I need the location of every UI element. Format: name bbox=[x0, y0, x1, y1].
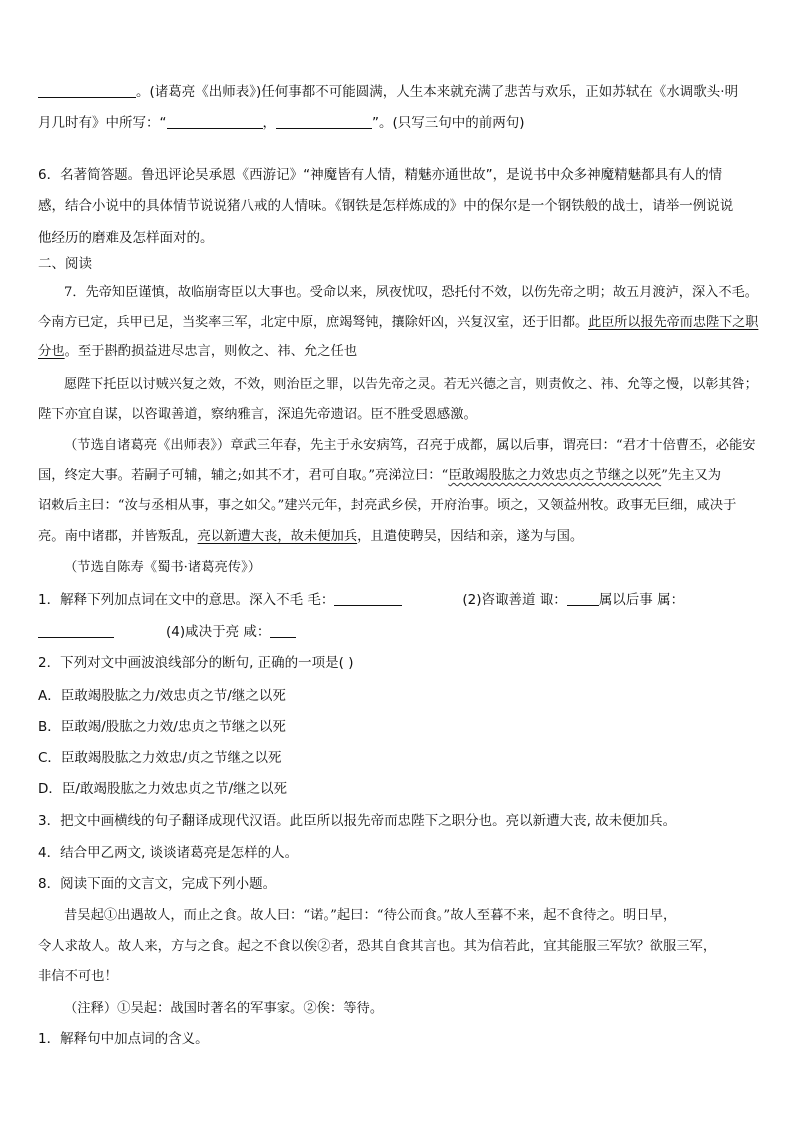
q7-sub1-line-1 bbox=[38, 590, 684, 610]
q8-title: 8．阅读下面的文言文，完成下列小题。 bbox=[38, 876, 277, 892]
q6-line-3: 他经历的磨难及怎样面对的。 bbox=[38, 230, 214, 246]
underlined-sentence: 此臣所以报先帝而忠陛下之职 bbox=[588, 315, 759, 330]
q5-line-2 bbox=[38, 113, 525, 133]
q7-text: 国，终定大事。若嗣子可辅，辅之;如其不才，君可自取。”亮涕泣曰：“ bbox=[38, 468, 449, 483]
answer-blank[interactable] bbox=[38, 83, 136, 98]
q8-p1-line-2: 令人求故人。故人来，方与之食。起之不食以俟②者，恐其自食其言也。其为信若此，宜其能服三军欤？欲服三军， bbox=[38, 939, 717, 954]
q7-p1-line-2 bbox=[38, 313, 758, 333]
q6-line-1: 6．名著简答题。鲁迅评论吴承恩《西游记》“神魔皆有人情，精魅亦通世故”，是说书中众多神魔精魅都具有人的情 bbox=[38, 167, 723, 183]
q8-p1-line-1: 昔吴起①出遇故人，而止之食。故人曰：“诺。”起曰：“待公而食。”故人至暮不来，起不食待之。明日早， bbox=[64, 908, 677, 923]
q7-source: （节选自陈寿《蜀书·诸葛亮传》） bbox=[64, 560, 262, 575]
q7-p3-line-2 bbox=[38, 466, 721, 486]
q7-sub1-line-2 bbox=[38, 622, 296, 642]
q7-sub1-text: 1．解释下列加点词在文中的意思。深入不毛 毛： bbox=[38, 592, 335, 608]
q7-p2-line-2: 陛下亦宜自谋，以咨诹善道，察纳雅言，深追先帝遗诏。臣不胜受恩感激。 bbox=[38, 407, 477, 422]
q7-p3-line-3: 诏敕后主曰：“汝与丞相从事，事之如父。”建兴元年，封亮武乡侯，开府治事。顷之，又领益州牧。政事无巨细，咸决于 bbox=[38, 498, 737, 513]
q5-text-a: 月几时有》中所写：“ bbox=[38, 115, 167, 131]
q7-sub4: 4．结合甲乙两文, 谈谈诸葛亮是怎样的人。 bbox=[38, 845, 299, 861]
answer-blank[interactable] bbox=[167, 114, 263, 129]
q5-text-b: ， bbox=[262, 115, 276, 131]
q7-p1-line-1: 7．先帝知臣谨慎，故临崩寄臣以大事也。受命以来，夙夜忧叹，恐托付不效，以伤先帝之明；故五月渡泸，深入不毛。 bbox=[64, 285, 758, 300]
answer-blank[interactable] bbox=[567, 591, 599, 606]
answer-blank[interactable] bbox=[334, 591, 402, 606]
q7-text: 今南方已定，兵甲已足，当奖率三军，北定中原，庶竭驽钝，攘除奸凶，兴复汉室，还于旧都。 bbox=[38, 315, 589, 330]
underlined-sentence: 亮以新遭大丧，故未便加兵 bbox=[197, 529, 358, 544]
q7-p1-line-3 bbox=[38, 342, 357, 362]
option-c[interactable]: C．臣敢竭股肱之力效忠/贞之节继之以死 bbox=[38, 750, 282, 766]
underlined-sentence: 分也 bbox=[38, 344, 65, 359]
q8-sub1: 1．解释句中加点词的含义。 bbox=[38, 1031, 209, 1047]
q7-sub1-text: (2)咨诹善道 诹： bbox=[462, 592, 567, 608]
q7-text: ”先主又为 bbox=[661, 468, 722, 483]
q7-p2-line-1: 愿陛下托臣以讨贼兴复之效，不效，则治臣之罪，以告先帝之灵。若无兴德之言，则责攸之、祎、允等之慢，以彰其咎； bbox=[64, 377, 758, 392]
q8-note: （注释）①吴起：战国时著名的军事家。②俟：等待。 bbox=[64, 1001, 384, 1016]
q6-line-2: 感，结合小说中的具体情节说说猪八戒的人情味。《钢铁是怎样炼成的》中的保尔是一个钢铁般的战士，请举一例说说 bbox=[38, 198, 734, 214]
option-a[interactable]: A．臣敢竭股肱之力/效忠贞之节/继之以死 bbox=[38, 688, 286, 704]
q7-text: 亮。南中诸郡，并皆叛乱， bbox=[38, 529, 198, 544]
answer-blank[interactable] bbox=[38, 623, 114, 638]
q7-p3-line-4 bbox=[38, 527, 583, 547]
q8-p1-line-3: 非信不可也！ bbox=[38, 969, 118, 984]
q7-text: 。至于斟酌损益进尽忠言，则攸之、祎、允之任也 bbox=[64, 344, 358, 359]
q5-text: 。(诸葛亮《出师表》)任何事都不可能圆满，人生本来就充满了悲苦与欢乐，正如苏轼在《水调歌头·明 bbox=[136, 84, 739, 100]
section-heading: 二、阅读 bbox=[38, 256, 92, 272]
q7-text: ，且遣使聘吴，因结和亲，遂为与国。 bbox=[357, 529, 584, 544]
q7-sub3: 3．把文中画横线的句子翻译成现代汉语。此臣所以报先帝而忠陛下之职分也。亮以新遭大丧, 故未便加兵。 bbox=[38, 813, 677, 829]
q7-sub1-text: (4)咸决于亮 咸： bbox=[166, 624, 271, 640]
q7-p3-line-1: （节选自诸葛亮《出师表》）章武三年春，先主于永安病笃，召亮于成都，属以后事，谓亮曰：“君才十倍曹丕，必能安 bbox=[64, 438, 756, 453]
q7-sub2: 2．下列对文中画波浪线部分的断句, 正确的一项是( ) bbox=[38, 655, 354, 671]
answer-blank[interactable] bbox=[270, 623, 296, 638]
q7-sub1-text: 属以后事 属： bbox=[598, 592, 685, 608]
q5-line-1 bbox=[38, 82, 738, 102]
answer-blank[interactable] bbox=[276, 114, 372, 129]
wavy-underlined-sentence: 臣敢竭股肱之力效忠贞之节继之以死 bbox=[448, 468, 662, 483]
q5-text-c: ”。(只写三句中的前两句) bbox=[372, 115, 525, 131]
option-d[interactable]: D．臣/敢竭股肱之力效忠贞之节/继之以死 bbox=[38, 781, 287, 797]
option-b[interactable]: B．臣敢竭/股肱之力效/忠贞之节继之以死 bbox=[38, 719, 286, 735]
